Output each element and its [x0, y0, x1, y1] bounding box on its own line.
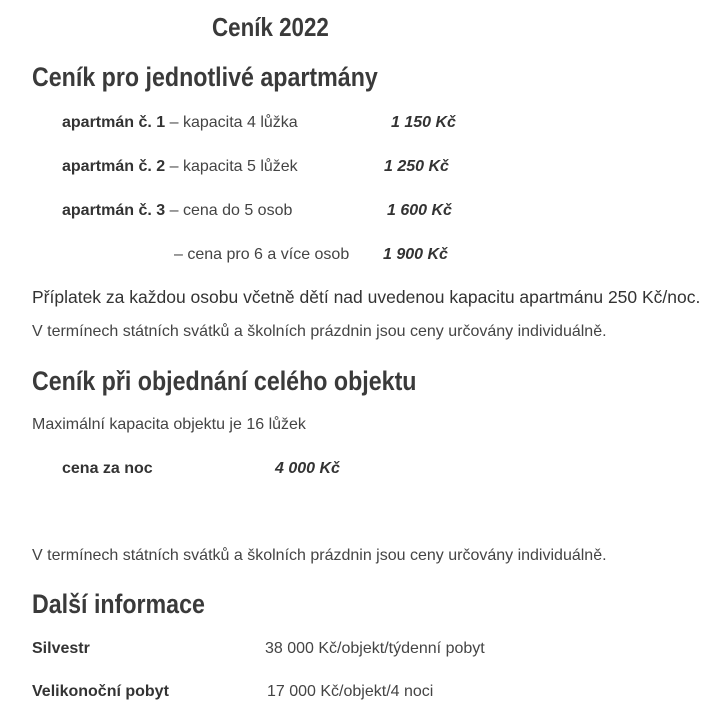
apartment-price: 1 150 Kč [391, 114, 456, 131]
apartment-price: 1 900 Kč [383, 246, 448, 263]
apartment-desc: – kapacita 5 lůžek [165, 158, 298, 175]
whole-object-heading: Ceník při objednání celého objektu [32, 366, 417, 396]
surcharge-note: Příplatek za každou osobu včetně dětí nad uvedenou kapacitu apartmánu 250 Kč/noc. [32, 287, 701, 307]
holiday-note: V termínech státních svátků a školních prázdnin jsou ceny určovány individuálně. [32, 547, 607, 564]
apartments-heading: Ceník pro jednotlivé apartmány [32, 62, 378, 92]
info-label: Velikonoční pobyt [32, 683, 169, 700]
apartment-price: 1 600 Kč [387, 202, 452, 219]
info-label: Silvestr [32, 640, 90, 657]
capacity-note: Maximální kapacita objektu je 16 lůžek [32, 416, 306, 433]
apartment-desc: – cena pro 6 a více osob [174, 246, 350, 263]
apartment-row [174, 246, 349, 264]
more-info-heading: Další informace [32, 589, 205, 619]
apartment-name: apartmán č. 2 [62, 158, 166, 175]
apartment-name: apartmán č. 1 [62, 114, 166, 131]
apartment-desc: – cena do 5 osob [165, 202, 293, 219]
night-price: 4 000 Kč [275, 460, 340, 477]
night-price-label: cena za noc [62, 460, 153, 477]
page-title: Ceník 2022 [212, 12, 329, 42]
apartment-name: apartmán č. 3 [62, 202, 166, 219]
apartment-desc: – kapacita 4 lůžka [165, 114, 298, 131]
apartment-row [62, 114, 298, 132]
apartment-row [62, 158, 298, 176]
info-value: 38 000 Kč/objekt/týdenní pobyt [265, 640, 485, 657]
info-value: 17 000 Kč/objekt/4 noci [267, 683, 434, 700]
apartment-price: 1 250 Kč [384, 158, 449, 175]
apartment-row [62, 202, 292, 220]
holiday-note: V termínech státních svátků a školních prázdnin jsou ceny určovány individuálně. [32, 323, 607, 340]
